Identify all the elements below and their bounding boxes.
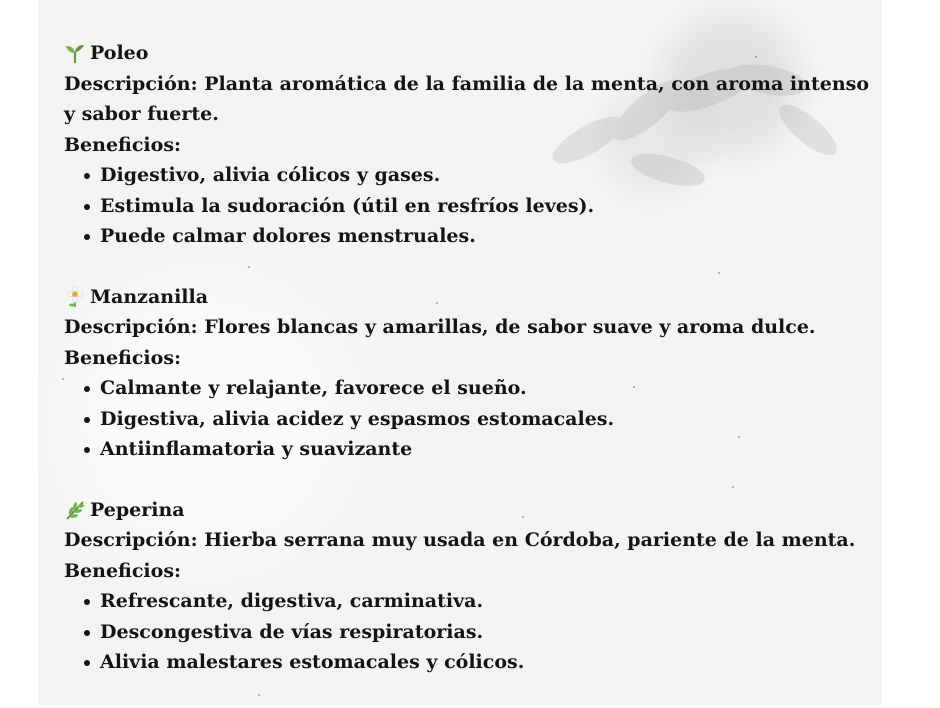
benefits-list bbox=[64, 586, 874, 678]
benefits-label: Beneficios: bbox=[64, 559, 182, 582]
herb-name: Peperina bbox=[90, 498, 185, 521]
seedling-icon bbox=[64, 42, 86, 64]
list-item: Puede calmar dolores menstruales. bbox=[100, 221, 874, 252]
herb-title bbox=[64, 495, 874, 526]
list-item: Digestivo, alivia cólicos y gases. bbox=[100, 160, 874, 191]
list-item: Estimula la sudoración (útil en resfríos leves). bbox=[100, 191, 874, 222]
benefits-label: Beneficios: bbox=[64, 133, 182, 156]
herb-name: Poleo bbox=[90, 42, 149, 64]
herb-section-peperina bbox=[64, 495, 874, 678]
herb-list bbox=[64, 38, 874, 708]
list-item: Descongestiva de vías respiratorias. bbox=[100, 617, 874, 648]
benefits-list bbox=[64, 160, 874, 252]
herb-description: Descripción: Flores blancas y amarillas, de sabor suave y aroma dulce. bbox=[64, 316, 816, 338]
list-item: Calmante y relajante, favorece el sueño. bbox=[100, 373, 874, 404]
herb-name: Manzanilla bbox=[90, 285, 209, 308]
blossom-icon bbox=[64, 286, 86, 308]
herb-title bbox=[64, 38, 874, 69]
herb-section-manzanilla bbox=[64, 282, 874, 465]
benefits-list bbox=[64, 373, 874, 465]
benefits-label: Beneficios: bbox=[64, 346, 182, 369]
herb-section-poleo bbox=[64, 38, 874, 252]
list-item: Alivia malestares estomacales y cólicos. bbox=[100, 647, 874, 678]
herb-description: Descripción: Planta aromática de la familia de la menta, con aroma intenso y sabor fuerte. bbox=[64, 72, 870, 125]
list-item: Antiinflamatoria y suavizante bbox=[100, 434, 874, 465]
list-item: Digestiva, alivia acidez y espasmos estomacales. bbox=[100, 404, 874, 435]
herb-title bbox=[64, 282, 874, 313]
list-item: Refrescante, digestiva, carminativa. bbox=[100, 586, 874, 617]
herb-description: Descripción: Hierba serrana muy usada en Córdoba, pariente de la menta. bbox=[64, 529, 856, 551]
herb-icon bbox=[64, 499, 86, 521]
